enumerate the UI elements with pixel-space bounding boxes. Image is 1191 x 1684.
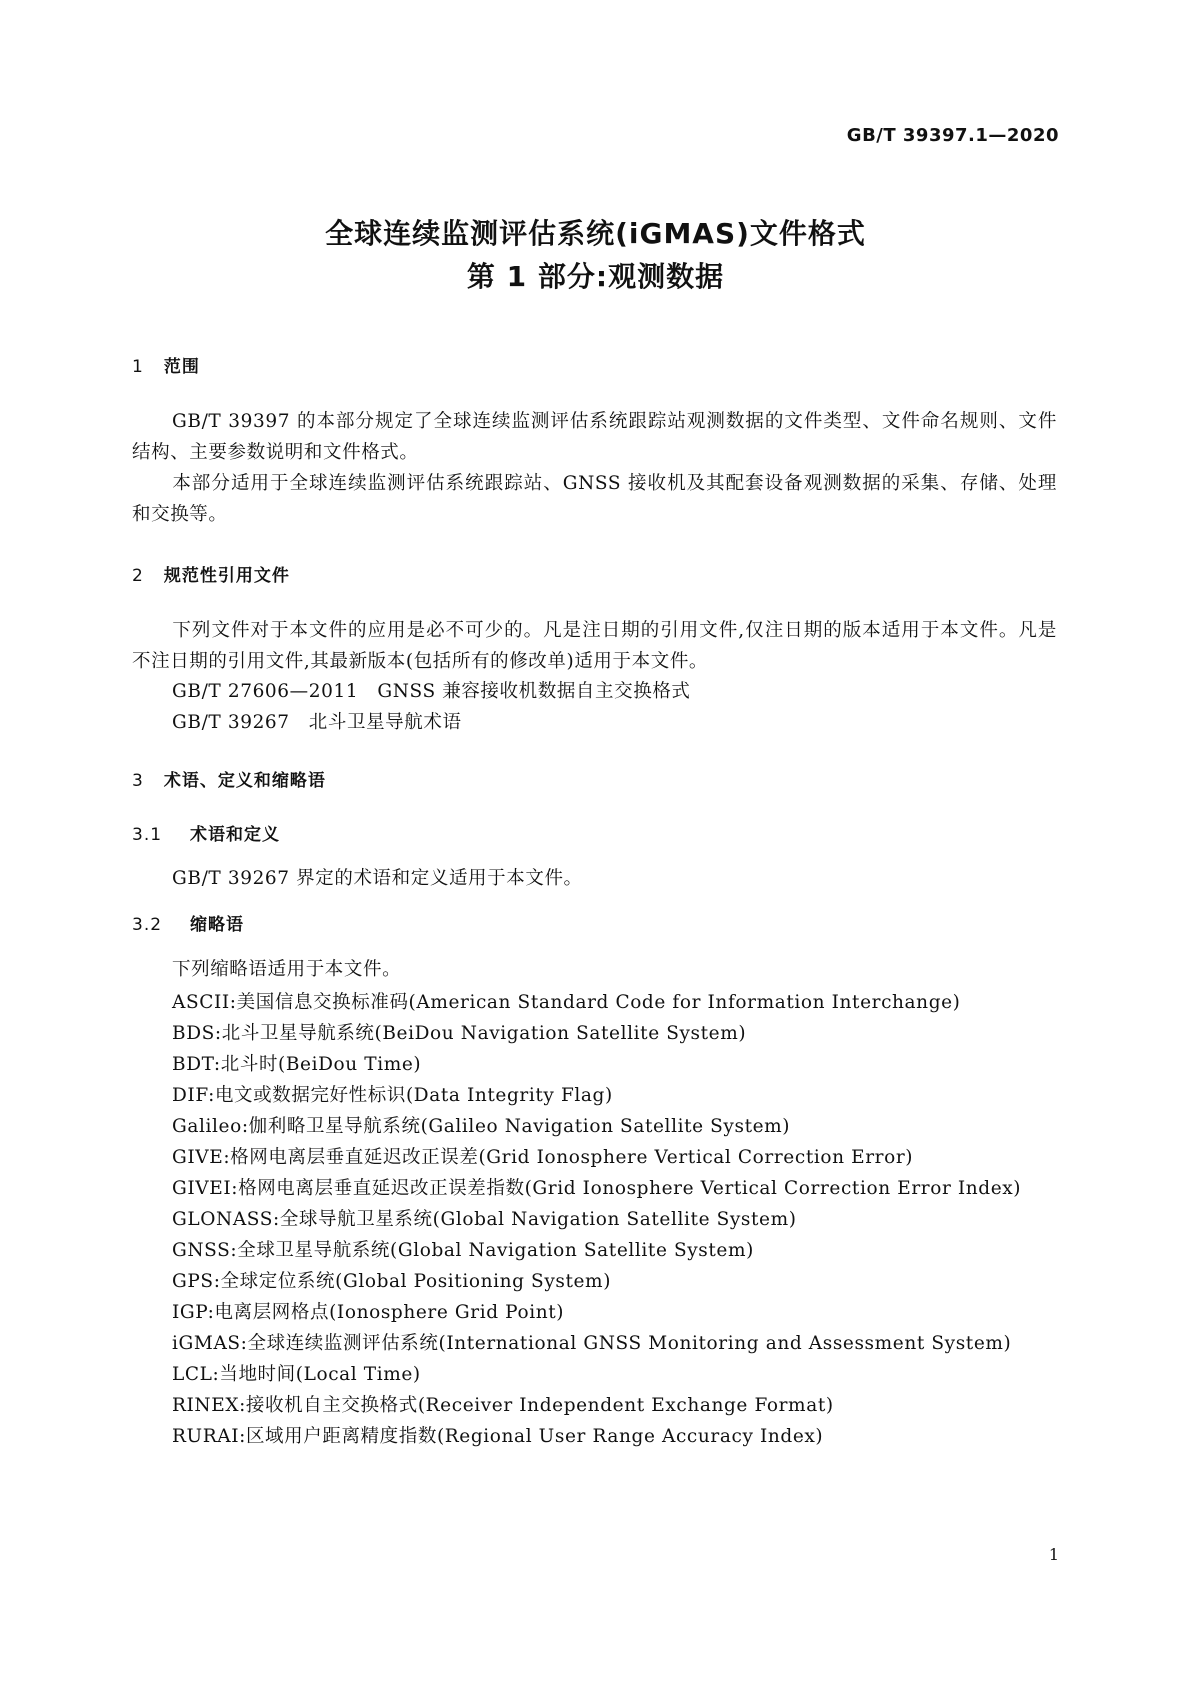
- abbreviation-item: RURAI:区域用户距离精度指数(Regional User Range Accuracy Index): [172, 1426, 824, 1447]
- abbreviation-item: GPS:全球定位系统(Global Positioning System): [172, 1271, 612, 1292]
- normative-reference-1: GB/T 27606—2011 GNSS 兼容接收机数据自主交换格式: [172, 681, 691, 702]
- abbreviation-item: LCL:当地时间(Local Time): [172, 1364, 421, 1385]
- section-3-heading: [132, 766, 326, 791]
- section-3-1-heading: [132, 820, 280, 845]
- abbreviations-intro: 下列缩略语适用于本文件。: [172, 959, 402, 980]
- section-title: 缩略语: [190, 915, 245, 935]
- abbreviation-list: [172, 987, 1021, 1452]
- section-title: 范围: [163, 357, 200, 377]
- abbreviation-item: GLONASS:全球导航卫星系统(Global Navigation Satellite System): [172, 1209, 797, 1230]
- abbreviation-item: BDS:北斗卫星导航系统(BeiDou Navigation Satellite System): [172, 1023, 747, 1044]
- section-1-paragraph-1: GB/T 39397 的本部分规定了全球连续监测评估系统跟踪站观测数据的文件类型、文件命名规则、文件结构、主要参数说明和文件格式。: [132, 411, 1057, 463]
- abbreviation-item: GIVEI:格网电离层垂直延迟改正误差指数(Grid Ionosphere Vertical Correction Error Index): [172, 1178, 1022, 1199]
- section-3-1-paragraph: GB/T 39267 界定的术语和定义适用于本文件。: [172, 868, 583, 889]
- section-2-paragraph-1: 下列文件对于本文件的应用是必不可少的。凡是注日期的引用文件,仅注日期的版本适用于本文件。凡是不注日期的引用文件,其最新版本(包括所有的修改单)适用于本文件。: [132, 620, 1057, 672]
- abbreviation-item: iGMAS:全球连续监测评估系统(International GNSS Monitoring and Assessment System): [172, 1333, 1012, 1354]
- section-title: 术语和定义: [190, 825, 281, 845]
- normative-reference-2: GB/T 39267 北斗卫星导航术语: [172, 712, 462, 733]
- section-number: 3.1: [132, 825, 163, 845]
- abbreviation-item: DIF:电文或数据完好性标识(Data Integrity Flag): [172, 1085, 613, 1106]
- section-number: 1: [132, 357, 144, 377]
- section-number: 3: [132, 771, 144, 791]
- abbreviation-item: ASCII:美国信息交换标准码(American Standard Code for Information Interchange): [172, 992, 961, 1013]
- section-3-2-heading: [132, 910, 244, 935]
- page-number: 1: [1048, 1545, 1059, 1564]
- section-number: 2: [132, 566, 144, 586]
- abbreviation-item: Galileo:伽利略卫星导航系统(Galileo Navigation Satellite System): [172, 1116, 791, 1137]
- abbreviation-item: GNSS:全球卫星导航系统(Global Navigation Satellite System): [172, 1240, 754, 1261]
- section-1-paragraph-2: 本部分适用于全球连续监测评估系统跟踪站、GNSS 接收机及其配套设备观测数据的采集、存储、处理和交换等。: [132, 473, 1057, 525]
- abbreviation-item: GIVE:格网电离层垂直延迟改正误差(Grid Ionosphere Vertical Correction Error): [172, 1147, 914, 1168]
- section-1-heading: [132, 352, 200, 377]
- section-number: 3.2: [132, 915, 163, 935]
- abbreviation-item: RINEX:接收机自主交换格式(Receiver Independent Exchange Format): [172, 1395, 834, 1416]
- section-2-heading: [132, 561, 290, 586]
- section-title: 规范性引用文件: [163, 566, 290, 586]
- abbreviation-item: IGP:电离层网格点(Ionosphere Grid Point): [172, 1302, 565, 1323]
- standard-code: GB/T 39397.1—2020: [846, 125, 1059, 146]
- section-title: 术语、定义和缩略语: [163, 771, 326, 791]
- abbreviation-item: BDT:北斗时(BeiDou Time): [172, 1054, 422, 1075]
- document-title: 全球连续监测评估系统(iGMAS)文件格式: [325, 217, 866, 250]
- document-subtitle: 第 1 部分:观测数据: [466, 260, 725, 293]
